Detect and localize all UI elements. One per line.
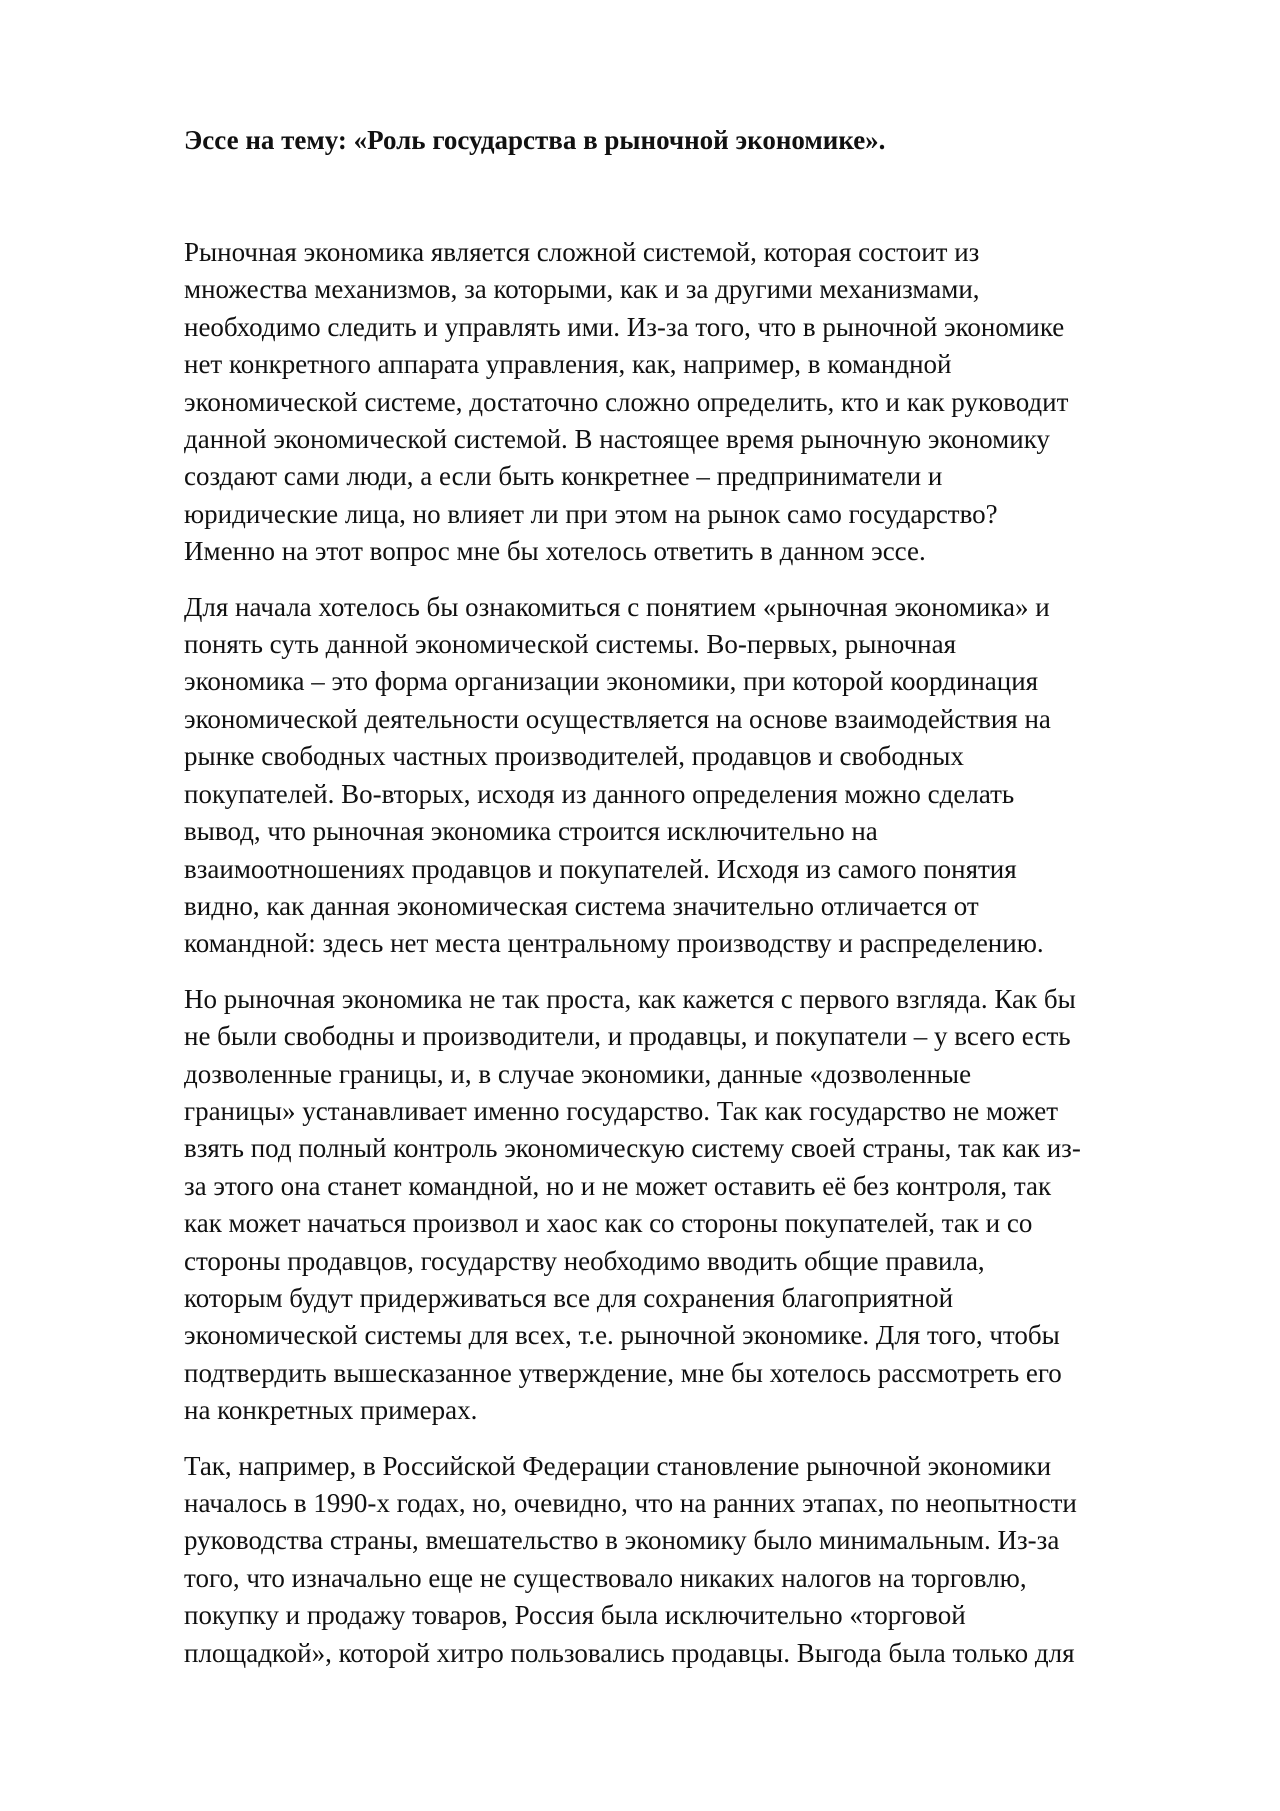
text-line: началось в 1990-х годах, но, очевидно, что на ранних этапах, по неопытности xyxy=(184,1488,1077,1518)
text-line: взять под полный контроль экономическую систему своей страны, так как из- xyxy=(184,1133,1081,1164)
text-line: Рыночная экономика является сложной системой, которая состоит из xyxy=(184,237,980,267)
text-line: создают сами люди, а если быть конкретнее – предприниматели и xyxy=(184,461,943,492)
text-line: рынке свободных частных производителей, продавцов и свободных xyxy=(184,741,964,772)
text-line: взаимоотношениях продавцов и покупателей. Исходя из самого понятия xyxy=(184,853,1017,884)
text-line: покупку и продажу товаров, Россия была исключительно «торговой xyxy=(184,1600,966,1631)
text-line: Так, например, в Российской Федерации становление рыночной экономики xyxy=(184,1450,1052,1481)
text-line: командной: здесь нет места центральному производству и распределению. xyxy=(184,928,1044,959)
text-line: на конкретных примерах. xyxy=(184,1395,478,1426)
text-line: множества механизмов, за которыми, как и за другими механизмами, xyxy=(184,274,980,305)
text-line: подтвердить вышесказанное утверждение, мне бы хотелось рассмотреть его xyxy=(184,1357,1062,1388)
text-line: как может начаться произвол и хаос как со стороны покупателей, так и со xyxy=(184,1208,1033,1239)
text-line: вывод, что рыночная экономика строится исключительно на xyxy=(184,816,878,847)
paragraph-2 xyxy=(184,589,1194,963)
text-line: экономической системе, достаточно сложно определить, кто и как руководит xyxy=(184,386,1069,417)
text-line: руководства страны, вмешательство в экономику было минимальным. Из-за xyxy=(184,1525,1060,1556)
text-line: Для начала хотелось бы ознакомиться с понятием «рыночная экономика» и xyxy=(184,591,1050,622)
text-line: того, что изначально еще не существовало никаких налогов на торговлю, xyxy=(184,1562,1027,1593)
paragraph-4 xyxy=(184,1448,1194,1672)
text-line: которым будут придерживаться все для сохранения благоприятной xyxy=(184,1282,954,1313)
text-line: понять суть данной экономической системы. Во-первых, рыночная xyxy=(184,629,957,660)
text-line: экономической деятельности осуществляется на основе взаимодействия на xyxy=(184,703,1051,734)
text-line: юридические лица, но влияет ли при этом на рынок само государство? xyxy=(184,498,998,529)
text-line: видно, как данная экономическая система значительно отличается от xyxy=(184,890,979,921)
text-line: необходимо следить и управлять ими. Из-за того, что в рыночной экономике xyxy=(184,311,1065,342)
text-line: данной экономической системой. В настоящее время рыночную экономику xyxy=(184,424,1050,455)
text-line: экономической системы для всех, т.е. рыночной экономике. Для того, чтобы xyxy=(184,1320,1060,1351)
text-line: дозволенные границы, и, в случае экономики, данные «дозволенные xyxy=(184,1058,972,1089)
text-line: нет конкретного аппарата управления, как, например, в командной xyxy=(184,349,952,380)
text-line: не были свободны и производители, и продавцы, и покупатели – у всего есть xyxy=(184,1021,1071,1052)
text-line: стороны продавцов, государству необходимо вводить общие правила, xyxy=(184,1245,985,1276)
document-content xyxy=(184,122,1194,1690)
text-line: Но рыночная экономика не так проста, как кажется с первого взгляда. Как бы xyxy=(184,983,1076,1014)
paragraph-1 xyxy=(184,234,1194,571)
text-line: площадкой», которой хитро пользовались продавцы. Выгода была только для xyxy=(184,1637,1075,1668)
text-line: за этого она станет командной, но и не может оставить её без контроля, так xyxy=(184,1170,1052,1201)
paragraph-3 xyxy=(184,981,1194,1430)
text-line: Именно на этот вопрос мне бы хотелось ответить в данном эссе. xyxy=(184,536,926,567)
essay-body xyxy=(184,234,1194,1672)
essay-title: Эссе на тему: «Роль государства в рыночной экономике». xyxy=(184,125,886,155)
text-line: покупателей. Во-вторых, исходя из данного определения можно сделать xyxy=(184,778,1015,809)
text-line: экономика – это форма организации экономики, при которой координация xyxy=(184,666,1039,697)
text-line: границы» устанавливает именно государство. Так как государство не может xyxy=(184,1095,1059,1126)
